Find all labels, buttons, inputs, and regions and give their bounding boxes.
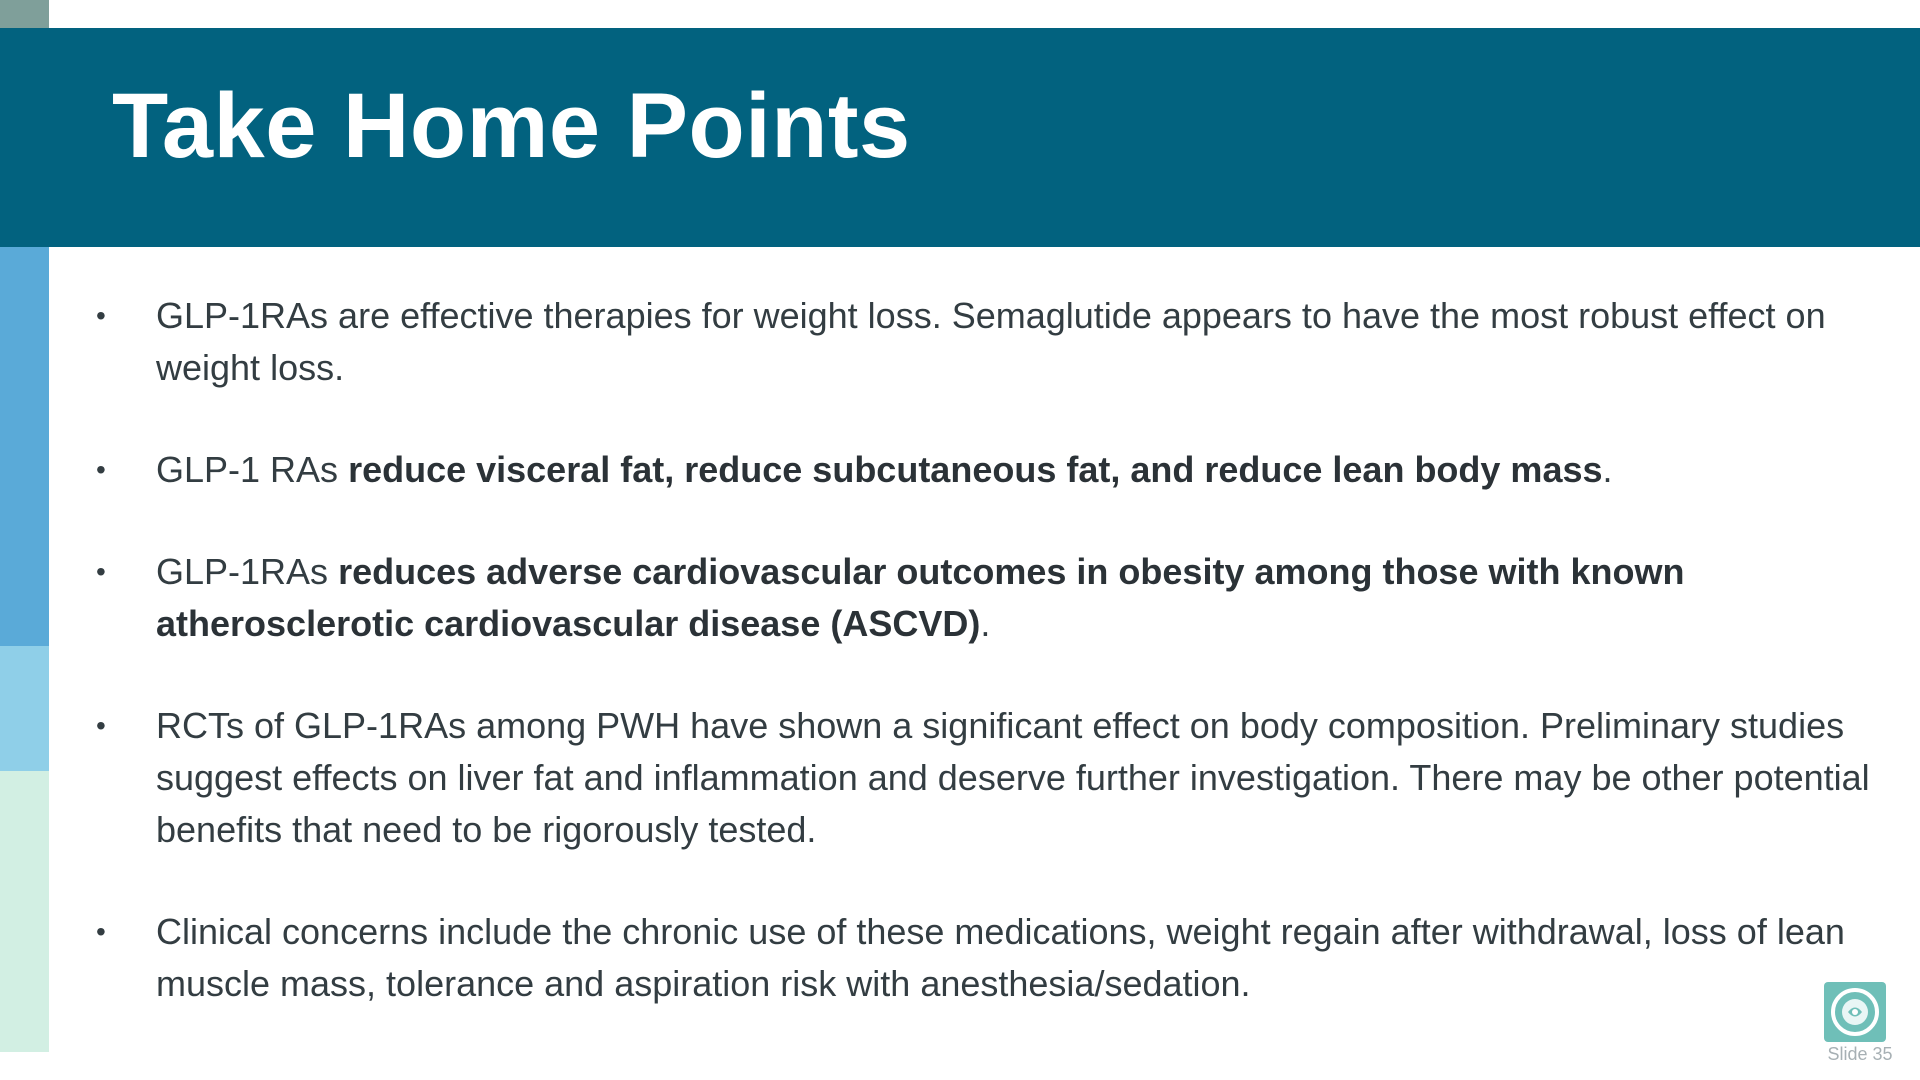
bullet-text: Clinical concerns include the chronic use of these medications, weight regain after withdrawal, loss of lean muscle mass, tolerance and aspiration risk with anesthesia/sedation. [156,911,1845,1004]
bullet-text: GLP-1RAs [156,551,339,592]
bullet-text-end: . [1602,449,1613,490]
side-accent-blue [0,247,49,646]
bullet-bold-text: reduce visceral fat, reduce subcutaneous fat, and reduce lean body mass [348,449,1603,490]
title-banner [0,28,1920,247]
slide-title: Take Home Points [112,75,911,177]
bullet-item-4 [96,700,1876,856]
bullet-item-5 [96,906,1876,1010]
bullet-item-1 [96,290,1876,394]
bullet-item-2 [96,444,1876,496]
bullet-text: RCTs of GLP-1RAs among PWH have shown a significant effect on body composition. Preliminary studies suggest effects on liver fat and inflammation and deserve further investigation. There may be other potential benefits that need to be rigorously tested. [156,705,1870,850]
side-accent-top [0,0,49,28]
bullet-item-3 [96,546,1876,650]
bullet-marker: • [96,454,106,485]
bullet-text-end: . [980,603,991,644]
bullet-marker: • [96,300,106,331]
side-accent-light [0,646,49,771]
seal-graphic [1824,982,1886,1042]
bullet-marker: • [96,916,106,947]
circular-seal-icon [1824,982,1886,1042]
slide-number: Slide 35 [1827,1044,1893,1064]
bullet-bold-text: reduces adverse cardiovascular outcomes in obesity among those with known atherosclerotic cardiovascular disease (ASCVD) [156,551,1685,644]
bullet-list [96,290,1876,1010]
side-accent-mint [0,771,49,1052]
bullet-marker: • [96,710,106,741]
bullet-text: GLP-1RAs are effective therapies for weight loss. Semaglutide appears to have the most robust effect on weight loss. [156,295,1826,388]
bullet-text: GLP-1 RAs [156,449,349,490]
bullet-marker: • [96,556,106,587]
